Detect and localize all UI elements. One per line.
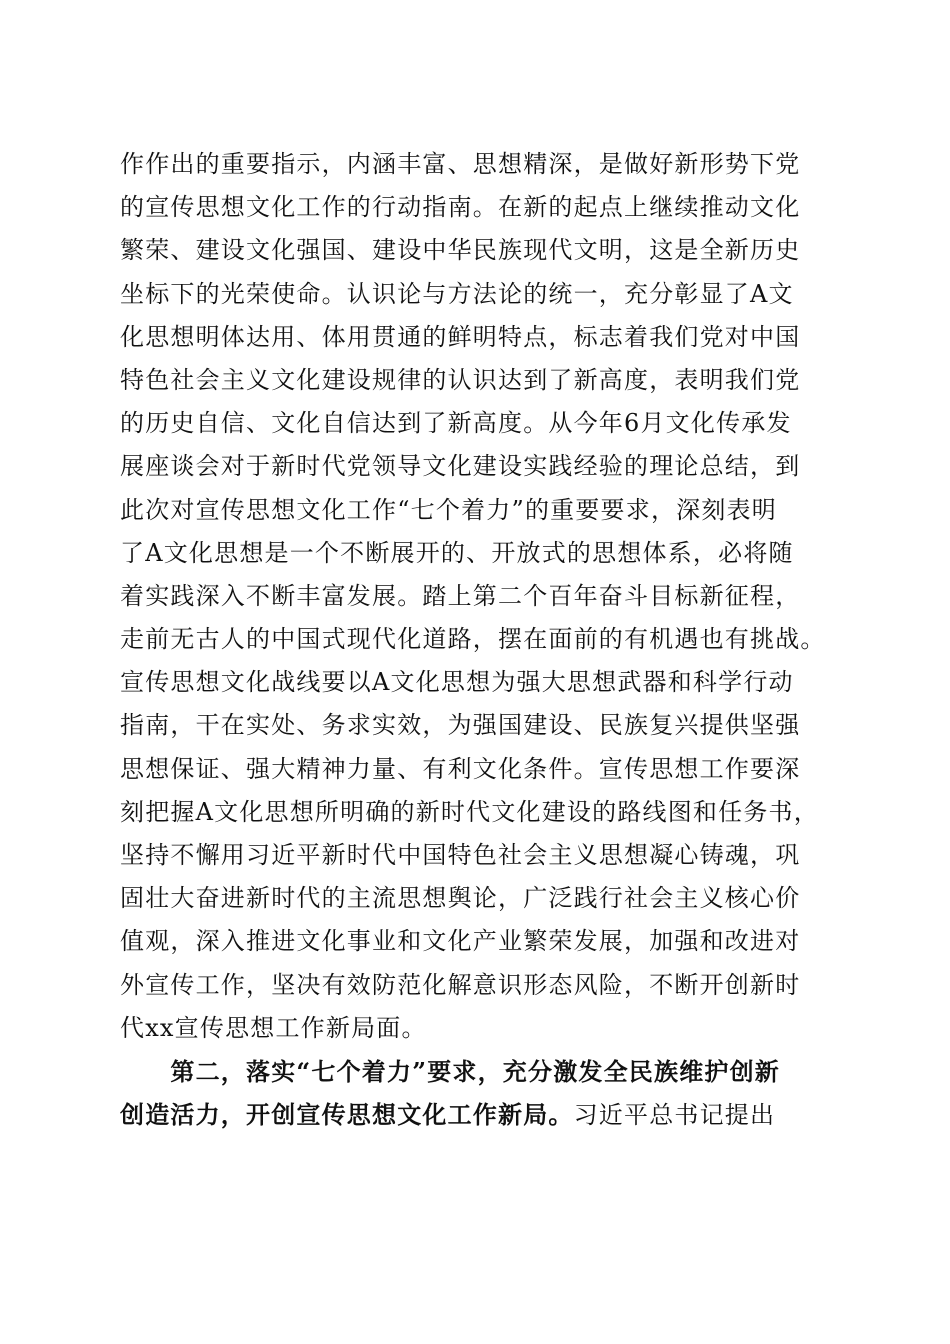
paragraph-2-heading-end: 创造活力，开创宣传思想文化工作新局。 <box>120 1100 574 1130</box>
text-line-12: 走前无古人的中国式现代化道路，摆在面前的有机遇也有挑战。 <box>120 625 826 654</box>
text-line-7: 的历史自信、文化自信达到了新高度。从今年6月文化传承发 <box>120 409 792 438</box>
paragraph-2-line-2 <box>120 1093 840 1136</box>
text-line-9: 此次对宣传思想文化工作“七个着力”的重要要求，深刻表明 <box>120 495 777 524</box>
text-line-20: 外宣传工作，坚决有效防范化解意识形态风险，不断开创新时 <box>120 970 801 999</box>
text-line-8: 展座谈会对于新时代党领导文化建设实践经验的理论总结，到 <box>120 452 801 481</box>
body-text <box>120 143 840 1136</box>
text-line-2: 的宣传思想文化工作的行动指南。在新的起点上继续推动文化 <box>120 193 801 222</box>
text-line-15: 思想保证、强大精神力量、有利文化条件。宣传思想工作要深 <box>120 754 801 783</box>
text-line-17: 坚持不懈用习近平新时代中国特色社会主义思想凝心铸魂，巩 <box>120 841 801 869</box>
text-line-18: 固壮大奋进新时代的主流思想舆论，广泛践行社会主义核心价 <box>120 884 801 913</box>
text-line-16: 刻把握A文化思想所明确的新时代文化建设的路线图和任务书， <box>120 797 819 826</box>
text-line-4: 坐标下的光荣使命。认识论与方法论的统一，充分彰显了A文 <box>120 279 794 308</box>
text-line-5: 化思想明体达用、体用贯通的鲜明特点，标志着我们党对中国 <box>120 322 801 351</box>
text-line-14: 指南，干在实处、务求实效，为强国建设、民族复兴提供坚强 <box>120 711 801 740</box>
text-line-21: 代xx宣传思想工作新局面。 <box>120 1013 427 1042</box>
text-line-3: 繁荣、建设文化强国、建设中华民族现代文明，这是全新历史 <box>120 236 801 265</box>
paragraph-2-heading-line-1: 第二，落实“七个着力”要求，充分激发全民族维护创新 <box>120 1056 781 1086</box>
text-line-19: 值观，深入推进文化事业和文化产业繁荣发展，加强和改进对 <box>120 927 801 956</box>
text-line-1: 作作出的重要指示，内涵丰富、思想精深，是做好新形势下党 <box>120 150 801 178</box>
text-line-11: 着实践深入不断丰富发展。踏上第二个百年奋斗目标新征程， <box>120 581 801 610</box>
text-line-10: 了A文化思想是一个不断展开的、开放式的思想体系，必将随 <box>120 538 794 567</box>
text-line-13: 宣传思想文化战线要以A文化思想为强大思想武器和科学行动 <box>120 668 794 697</box>
paragraph-2-text-start: 习近平总书记提出 <box>573 1101 776 1130</box>
text-line-6: 特色社会主义文化建设规律的认识达到了新高度，表明我们党 <box>120 365 801 394</box>
